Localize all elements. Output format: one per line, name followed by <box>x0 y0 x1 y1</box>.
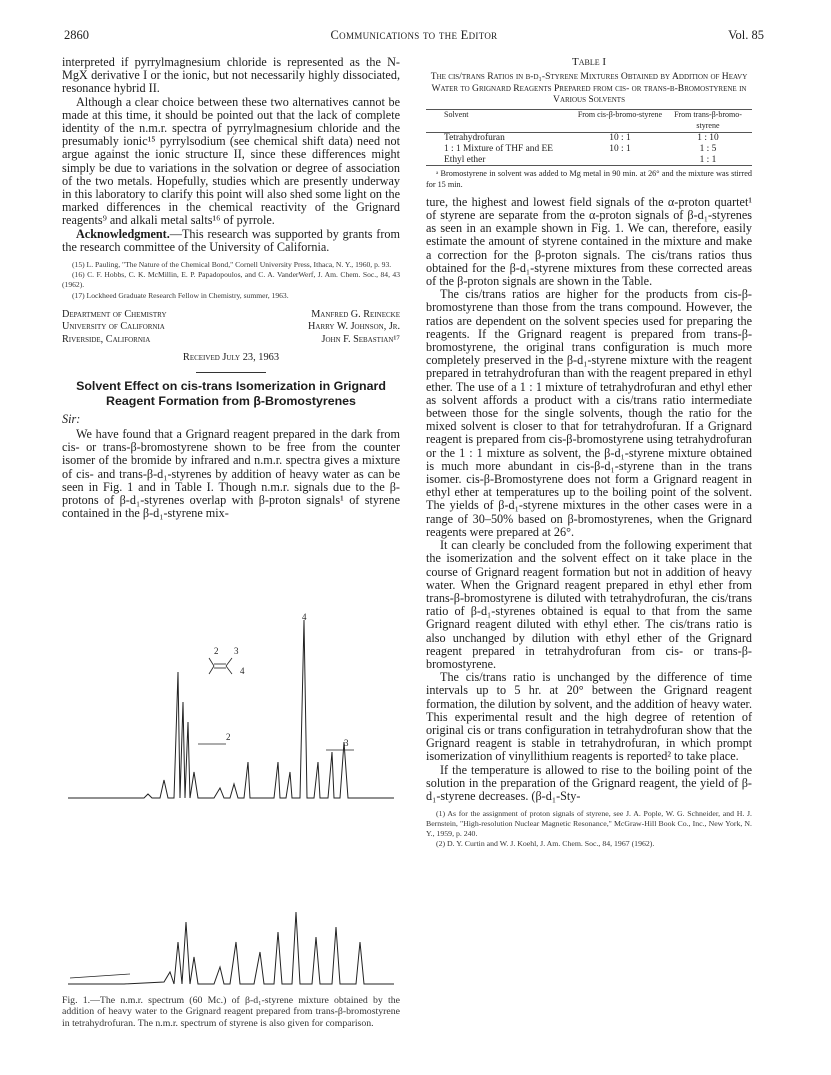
table-caption: The cis/trans Ratios in β-d₁-Styrene Mixtures Obtained by Addition of Heavy Water to Grignard Reagents Prepared from cis- or trans-β-Bromostyrene in Various Solvents <box>430 71 748 106</box>
table-footnote: ᵃ Bromostyrene in solvent was added to Mg metal in 90 min. at 26° and the mixture was stirred for 15 min. <box>426 169 752 189</box>
peak-label: 4 <box>240 666 245 676</box>
article-title: Solvent Effect on cis-trans Isomerization in Grignard Reagent Formation from β-Bromostyrenes <box>76 378 386 408</box>
volume-label: Vol. 85 <box>728 28 764 42</box>
acknowledgment-text: —This research was supported by grants from the research committee of the University of California. <box>62 226 400 254</box>
reference-list <box>426 809 752 849</box>
results-table <box>426 109 752 166</box>
spectrum-trace-upper <box>68 620 394 798</box>
reference-2: (2) D. Y. Curtin and W. J. Koehl, J. Am. Chem. Soc., 84, 1967 (1962). <box>436 839 655 849</box>
author-name: Manfred G. Reinecke <box>311 308 400 320</box>
peak-label: 3 <box>234 646 239 656</box>
salutation: Sir: <box>62 411 81 426</box>
reference-15: (15) L. Pauling, "The Nature of the Chemical Bond," Cornell University Press, Ithaca, N. Y., 1960, p. 93. <box>72 260 392 270</box>
author-name: Harry W. Johnson, Jr. <box>308 321 400 333</box>
table-header-trans: From trans-β-bromo-styrene <box>674 110 742 131</box>
author-block <box>62 309 400 347</box>
paragraph: interpreted if pyrrylmagnesium chloride is represented as the N-MgX derivative I or the ionic, but not necessarily highly dissociated, resonance hybrid II. <box>62 55 400 96</box>
table-row: 1 : 1 Mixture of THF and EE 10 : 1 1 : 5 <box>444 143 717 154</box>
left-column <box>62 56 400 520</box>
affiliation-line: University of California <box>62 321 165 333</box>
acknowledgment <box>62 228 400 254</box>
paragraph: The cis/trans ratio is unchanged by the difference of time intervals up to 5 hr. at 20° between the Grignard reagent formation, the dilution by solvent, and the addition of heavy water. This experimental result and the high degree of retention of original cis or trans configuration in tetrahydrofuran show that the Grignard reagent is stable in tetrahydrofuran, in which prompt isomerization of vinyllithium reagents is reported² to take place. <box>426 670 752 764</box>
reference-16: (16) C. F. Hobbs, C. K. McMillin, E. P. Papadopoulos, and C. A. VanderWerf, J. Am. Chem. Soc., 84, 43 (1962). <box>62 270 400 290</box>
figure-caption: Fig. 1.—The n.m.r. spectrum (60 Mc.) of β-d₁-styrene mixture obtained by the addition of heavy water to the Grignard reagent prepared from trans-β-bromostyrene in tetrahydrofuran. The n.m.r. spectrum of styrene is also given for comparison. <box>62 995 400 1029</box>
paragraph: If the temperature is allowed to rise to the boiling point of the solution in the preparation of the Grignard reagent, the yield of β-d₁-styrene decreases. (β-d₁-Sty- <box>426 762 752 803</box>
reference-17: (17) Lockheed Graduate Research Fellow in Chemistry, summer, 1963. <box>72 290 289 300</box>
reference-list <box>62 260 400 301</box>
affiliation-line: Riverside, California <box>62 334 151 346</box>
running-title: Communications to the Editor <box>330 28 498 42</box>
right-column <box>426 56 752 849</box>
peak-label: 3 <box>344 738 349 748</box>
divider <box>196 372 266 373</box>
table-row: Ethyl ether 1 : 1 <box>426 155 752 166</box>
received-date: Received July 23, 1963 <box>182 351 280 363</box>
peak-label: 2 <box>214 646 219 656</box>
reference-1: (1) As for the assignment of proton signals of styrene, see J. A. Pople, W. G. Schneider, and H. J. Bernstein, "High-resolution Nuclear Magnetic Resonance," McGraw-Hill Book Co., Inc., New York, N. Y., 1959, p. 240. <box>426 809 752 839</box>
paragraph: We have found that a Grignard reagent prepared in the dark from cis- or trans-β-bromostyrene shown to be free from the counter isomer of the bromide by infrared and n.m.r. spectra gives a mixture of cis- and trans-β-d₁-styrenes by addition of heavy water as can be seen in Fig. 1 and in Table I. Though n.m.r. signals due to the β-protons of β-d₁-styrenes overlap with β-proton signals¹ of styrene contained in the β-d₁-styrene mix- <box>62 427 400 521</box>
table-header-cis: From cis-β-bromo-styrene <box>577 110 663 120</box>
peak-label: 2 <box>226 732 231 742</box>
page-number: 2860 <box>64 28 89 42</box>
table-number: Table I <box>571 56 607 68</box>
acknowledgment-label: Acknowledgment. <box>76 226 170 241</box>
paragraph: ture, the highest and lowest field signals of the α-proton quartet¹ of styrene are separate from the α-proton signals of β-d₁-styrenes as seen in an example shown in Fig. 1. We can, therefore, easily estimate the amount of styrene contained in the mixture and make a correction for the β-proton signals. The cis/trans ratios thus obtained for the β-d₁-styrene mixtures from these corrected areas of the β-proton signals are shown in the Table. <box>426 194 752 289</box>
table-row: Tetrahydrofuran 10 : 1 1 : 10 <box>444 133 719 144</box>
affiliation-line: Department of Chemistry <box>62 308 167 320</box>
paragraph: Although a clear choice between these two alternatives cannot be made at this time, it should be pointed out that the lack of complete identity of the n.m.r. spectra of pyrrylmagnesium chloride and the presumably ionic¹⁵ pyrrylsodium (see chemical shift data) need not argue against the ionic structure II, since these differences might simply be due to variations in the solvation or degree of association of the two metals. Hopefully, studies which are presently underway in this laboratory to clarify this point will also shed some light on the marked differences in the chemical reactivity of the Grignard reagents⁹ and alkali metal salts¹⁶ of pyrrole. <box>62 94 400 228</box>
spectrum-trace-lower <box>68 912 394 984</box>
table-header-solvent: Solvent <box>444 110 469 120</box>
peak-label: 4 <box>302 612 307 622</box>
nmr-spectrum-figure <box>64 612 400 992</box>
paragraph: It can clearly be concluded from the following experiment that the isomerization and the solvent effect on it take place in the course of Grignard reagent formation but not in addition of heavy water. When the Grignard reagent prepared in ethyl ether from trans-β-bromostyrene is diluted with tetrahydrofuran, the cis/trans ratio of β-d₁-styrenes obtained is equal to that from the same Grignard reagent diluted with ethyl ether. The cis/trans ratio is also unchanged by dilution with ethyl ether of the Grignard reagent prepared in tetrahydrofuran from cis- or trans-β-bromostyrene. <box>426 538 752 671</box>
structure-sketch <box>209 658 232 674</box>
running-header <box>64 28 764 44</box>
author-name: John F. Sebastian¹⁷ <box>321 334 400 346</box>
paragraph: The cis/trans ratios are higher for the products from cis-β-bromostyrene than those from the trans compound. However, the ratios are dependent on the solvent species used for preparing the reagents. If the Grignard reagent is prepared from trans-β-bromostyrene, the original trans configuration is much more completely preserved in the β-d₁-styrene mixture with the reagent prepared in tetrahydrofuran than with the reagent prepared in ethyl ether. The use of a 1 : 1 mixture of tetrahydrofuran and ethyl ether as solvent affords a product with a cis/trans ratio intermediate between those for the single solvents, though the ratio for the mixed solvent is closer to that for tetrahydrofuran. If a Grignard reagent is prepared from cis-β-bromostyrene using tetrahydrofuran or the 1 : 1 mixture as solvent, the β-d₁-styrene mixture obtained is much more abundant in cis-β-d₁-styrene than in the trans isomer. cis-β-Bromostyrene does not form a Grignard reagent in ethyl ether at temperatures up to the boiling point of the solvent. The yields of β-d₁-styrene mixtures in the other cases were in a range of 30–50% based on β-bromostyrenes, when the Grignard reagents were prepared at 26°. <box>426 287 752 539</box>
